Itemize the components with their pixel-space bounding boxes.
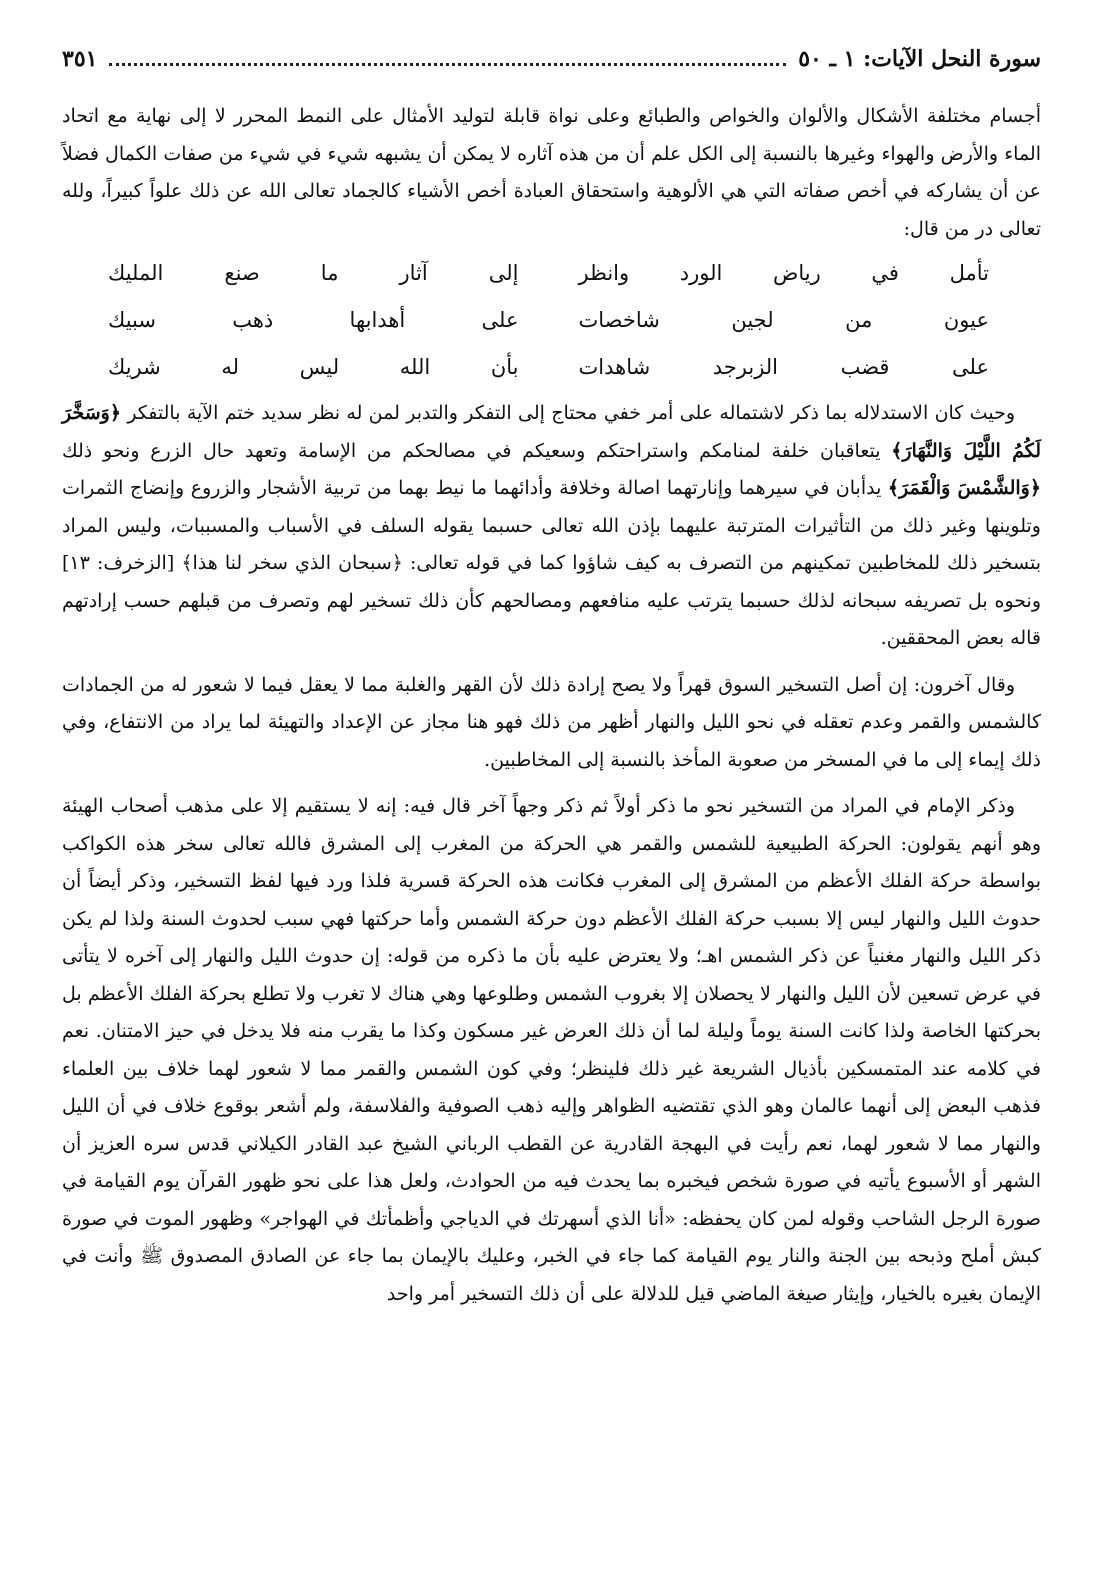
quran-quote-sun-moon: ﴿وَالشَّمْسَ وَالْقَمَرَ﴾ <box>887 477 1041 499</box>
verse-1-second-hemistich: إلى آثار ما صنع المليك <box>108 261 519 285</box>
verse-2-first-hemistich: عيون من لجين شاخصات <box>578 308 989 332</box>
verse-1-first-hemistich: تأمل في رياض الورد وانظر <box>578 261 989 285</box>
verse-2-second-hemistich: على أهدابها ذهب سبيك <box>108 308 519 332</box>
quran-quote-zukhruf: ﴿سبحان الذي سخر لنا هذا﴾ <box>181 552 403 574</box>
paragraph-3: وقال آخرون: إن أصل التسخير السوق قهراً ولا يصح إرادة ذلك لأن القهر والغلبة مما لا يعقل فيما لا شعور له من الجمادات كالشمس والقمر وعدم تعقله في نحو الليل والنهار أظهر من ذلك فهو هنا مجاز عن الإعداد والتهيئة لما يراد من الانتفاع، وفي ذلك إيماء إلى ما في المسخر من صعوبة المأخذ بالنسبة إلى المخاطبين. <box>62 673 1041 771</box>
paragraph-2-text-2: يتعاقبان خلفة لمنامكم واستراحتكم وسعيكم في مصالحكم من الإسامة وتعهد حال الزرع ونحو ذلك <box>62 439 892 462</box>
page-number: ٣٥١ <box>62 46 98 72</box>
paragraph-4: وذكر الإمام في المراد من التسخير نحو ما ذكر أولاً ثم ذكر وجهاً آخر قال فيه: إنه لا يستقيم إلا على مذهب أصحاب الهيئة وهو أنهم يقولون: الحركة الطبيعية للشمس والقمر هي الحركة من المغرب إلى المشرق فالله تعالى سخر هذه الكواكب بواسطة حركة الفلك الأعظم من المشرق إلى المغرب فكانت هذه الحركة قسرية فلذا ورد فيها لفظ التسخير، وذكر أيضاً أن حدوث الليل والنهار ليس إلا بسبب حركة الفلك الأعظم دون حركة الشمس وأما حركتها فهي سبب لحدوث السنة ولذا لم يكن ذكر الليل والنهار مغنياً عن ذكر الشمس اهـ؛ ولا يعترض عليه بأن ما ذكره من قوله: إن حدوث الليل والنهار إلى آخره لا يتأتى في عرض تسعين لأن الليل والنهار لا يحصلان إلا بغروب الشمس وطلوعها وهي هناك لا تغرب ولا تطلع بحركة الفلك الأعظم بل بحركتها الخاصة ولذا كانت السنة يوماً وليلة لما أن ذلك العرض غير مسكون وكذا ما يقرب منه فلا يدخل في حيز الامتنان. نعم في كلامه عند المتمسكين بأذيال الشريعة غير ذلك فلينظر؛ وفي كون الشمس والقمر مما لا شعور لهما خلاف بين العلماء فذهب البعض إلى أنهما عالمان وهو الذي تقتضيه الظواهر وإليه ذهب الصوفية والفلاسفة، ولم أشعر بوقوع خلاف في أن الليل والنهار مما لا شعور لهما، نعم رأيت في البهجة القادرية عن القطب الرباني الشيخ عبد القادر الكيلاني قدس سره العزيز أن الشهر أو الأسبوع يأتيه في صورة شخص فيخبره بما يحدث فيه من الحوادث، ولعل هذا على نحو ظهور القرآن يوم القيامة في صورة الرجل الشاحب وقوله لمن كان يحفظه: «أنا الذي أسهرتك في الدياجي وأظمأتك في الهواجر» وظهور الموت في صورة كبش أملح وذبحه بين الجنة والنار يوم القيامة كما جاء في الخبر، وعليك بالإيمان بما جاء عن الصادق المصدوق ﷺ وأنت في الإيمان بغيره بالخيار، وإيثار صيغة الماضي قيل للدلالة على أن ذلك التسخير أمر واحد <box>62 795 1041 1305</box>
paragraph-2-text-4: [الزخرف: ١٣] ونحوه بل تصريفه سبحانه لذلك حسبما يترتب عليه منافعهم ومصالحهم كأن ذلك تسخير لهم وتصرف من قبلهم حسب إرادتهم قاله بعض المحققين. <box>62 552 1041 649</box>
paragraph-1: أجسام مختلفة الأشكال والألوان والخواص والطبائع وعلى نواة قابلة لتوليد الأمثال على النمط المحرر لا إلى نهاية مع اتحاد الماء والأرض والهواء وغيرها بالنسبة إلى الكل علم أن من هذه آثاره لا يمكن أن يشبهه شيء في شيء من صفات الكمال فضلاً عن أن يشاركه في أخص صفاته التي هي الألوهية واستحقاق العبادة أخص الأشياء كالجماد تعالى الله عن ذلك علواً كبيراً، ولله تعالى در من قال: <box>62 105 1041 240</box>
paragraph-2 <box>62 395 1041 658</box>
verse-3-second-hemistich: بأن الله ليس له شريك <box>108 355 519 379</box>
leader-dots <box>109 63 786 66</box>
surah-title: سورة النحل الآيات: ١ ـ ٥٠ <box>798 46 1041 72</box>
paragraph-2-text-3: يدأبان في سيرهما وإنارتهما اصالة وخلافة وأدائهما ما نيط بهما من تربية الأشجار والزروع وإنضاج الثمرات وتلوينها وغير ذلك من التأثيرات المترتبة عليهما بإذن الله تعالى حسبما يقوله السلف في الأسباب والمسببات، وليس المراد بتسخير ذلك للمخاطبين تمكينهم من التصرف به كيف شاؤوا كما في قوله تعالى: <box>62 477 1042 574</box>
running-header <box>62 46 1041 82</box>
verse-3-first-hemistich: على قضب الزبرجد شاهدات <box>578 355 989 379</box>
poem <box>62 248 1041 395</box>
main-text <box>62 98 1041 1313</box>
paragraph-2-text-1: وحيث كان الاستدلاله بما ذكر لاشتماله على أمر خفي محتاج إلى التفكر والتدبر لمن له نظر سديد ختم الآية بالتفكر <box>120 402 1015 424</box>
quran-quote-night-day: ﴿وَسَخَّرَ لَكُمُ اللَّيْلَ وَالنَّهَارَ﴾ <box>62 402 1042 462</box>
